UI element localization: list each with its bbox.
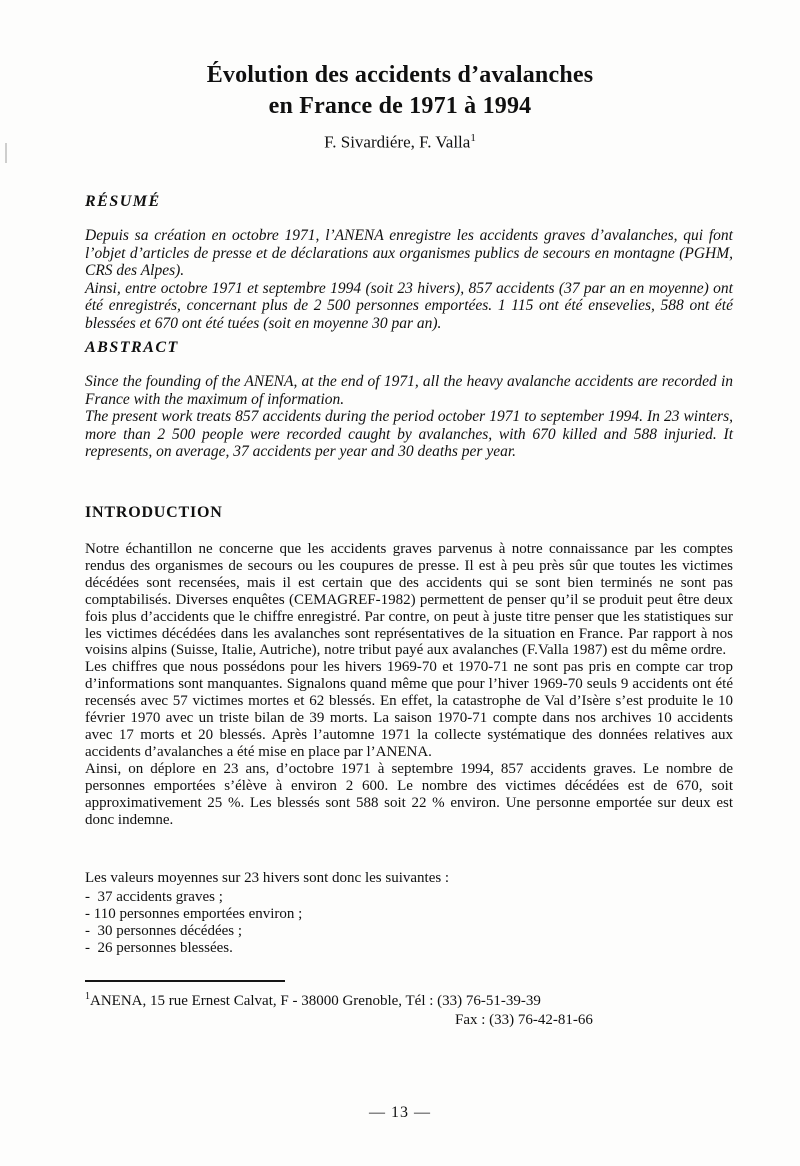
footnote bbox=[85, 988, 733, 1029]
resume-paragraph: Depuis sa création en octobre 1971, l’ANENA enregistre les accidents graves d’avalanches, qui font l’objet d’articles de presse et de déclarations aux organismes publics de secours en montagne (PGHM, CRS des Alpes). bbox=[85, 227, 733, 280]
resume-text bbox=[85, 227, 733, 333]
paper-title-line2: en France de 1971 à 1994 bbox=[268, 93, 532, 119]
resume-paragraph: Ainsi, entre octobre 1971 et septembre 1994 (soit 23 hivers), 857 accidents (37 par an en moyenne) ont été enregistrés, concernant plus de 2 500 personnes emportées. 1 115 ont été ensevelies, 588 ont été blessées et 670 ont été tuées (soit en moyenne 30 par an). bbox=[85, 279, 733, 332]
average-values-intro: Les valeurs moyennes sur 23 hivers sont donc les suivantes : bbox=[85, 870, 450, 886]
page-number: — 13 — bbox=[369, 1104, 431, 1121]
footnote-fax-line: Fax : (33) 76-42-81-66 bbox=[455, 1011, 593, 1028]
abstract-text bbox=[85, 373, 733, 461]
paper-title bbox=[0, 60, 800, 122]
introduction-heading: INTRODUCTION bbox=[85, 504, 223, 521]
introduction-text bbox=[85, 541, 733, 828]
footnote-separator bbox=[85, 980, 285, 982]
list-item: - 110 personnes emportées environ ; bbox=[85, 906, 303, 922]
introduction-paragraph: Notre échantillon ne concerne que les accidents graves parvenus à notre connaissance par les comptes rendus des organismes de secours ou les coupures de presse. Il est à peu près sûr que toutes les victimes décédées sont recensées, mais il est certain que des accidents qui se sont bien terminés ne sont pas comptabilisés. Diverses enquêtes (CEMAGREF-1982) permettent de penser qu’il se produit peut être deux fois plus d’accidents que le chiffre enregistré. Par contre, on peut à juste titre penser que les statistiques sur les victimes décédées dans les avalanches sont représentatives de la situation en France. Par rapport à nos voisins alpins (Suisse, Italie, Autriche), notre tribut payé aux avalanches (F.Valla 1987) est du même ordre. bbox=[85, 541, 733, 659]
list-item: - 26 personnes blessées. bbox=[85, 940, 233, 956]
average-values-block bbox=[85, 870, 733, 957]
footnote-address-line bbox=[85, 988, 733, 1011]
paper-title-line1: Évolution des accidents d’avalanches bbox=[206, 62, 594, 88]
authors-footnote-marker: 1 bbox=[470, 132, 476, 144]
introduction-paragraph: Ainsi, on déplore en 23 ans, d’octobre 1971 à septembre 1994, 857 accidents graves. Le nombre de personnes emportées s’élève à environ 2 600. Le nombre des victimes décédées est de 670, soit approximativement 25 %. Les blessés sont 588 soit 22 % environ. Une personne emportée sur deux est donc indemne. bbox=[85, 760, 733, 828]
resume-heading: RÉSUMÉ bbox=[85, 193, 161, 210]
abstract-heading: ABSTRACT bbox=[85, 339, 179, 356]
abstract-paragraph: Since the founding of the ANENA, at the end of 1971, all the heavy avalanche accidents are recorded in France with the maximum of information. bbox=[85, 373, 733, 408]
authors-line bbox=[0, 132, 800, 153]
footnote-marker: 1 bbox=[85, 991, 90, 1002]
list-item: - 37 accidents graves ; bbox=[85, 889, 223, 905]
introduction-paragraph: Les chiffres que nous possédons pour les hivers 1969-70 et 1970-71 ne sont pas pris en compte car trop d’informations sont manquantes. Signalons quand même que pour l’hiver 1969-70 seuls 9 accidents ont été recensés avec 57 victimes mortes et 62 blessés. En effet, la catastrophe de Val d’Isère s’est produite le 10 février 1970 avec un triste bilan de 39 morts. La saison 1970-71 compte dans nos archives 10 accidents avec 17 morts et 20 blessés. Après l’automne 1971 la collecte systématique des données relatives aux accidents d’avalanches a été mise en place par l’ANENA. bbox=[85, 659, 733, 760]
footnote-address: ANENA, 15 rue Ernest Calvat, F - 38000 Grenoble, Tél : (33) 76-51-39-39 bbox=[90, 993, 541, 1009]
authors-names: F. Sivardiére, F. Valla bbox=[324, 132, 471, 152]
list-item: - 30 personnes décédées ; bbox=[85, 923, 243, 939]
abstract-paragraph: The present work treats 857 accidents during the period october 1971 to september 1994. In 23 winters, more than 2 500 people were recorded caught by avalanches, with 670 killed and 588 injuried. It represents, on average, 37 accidents per year and 30 deaths per year. bbox=[85, 408, 733, 461]
